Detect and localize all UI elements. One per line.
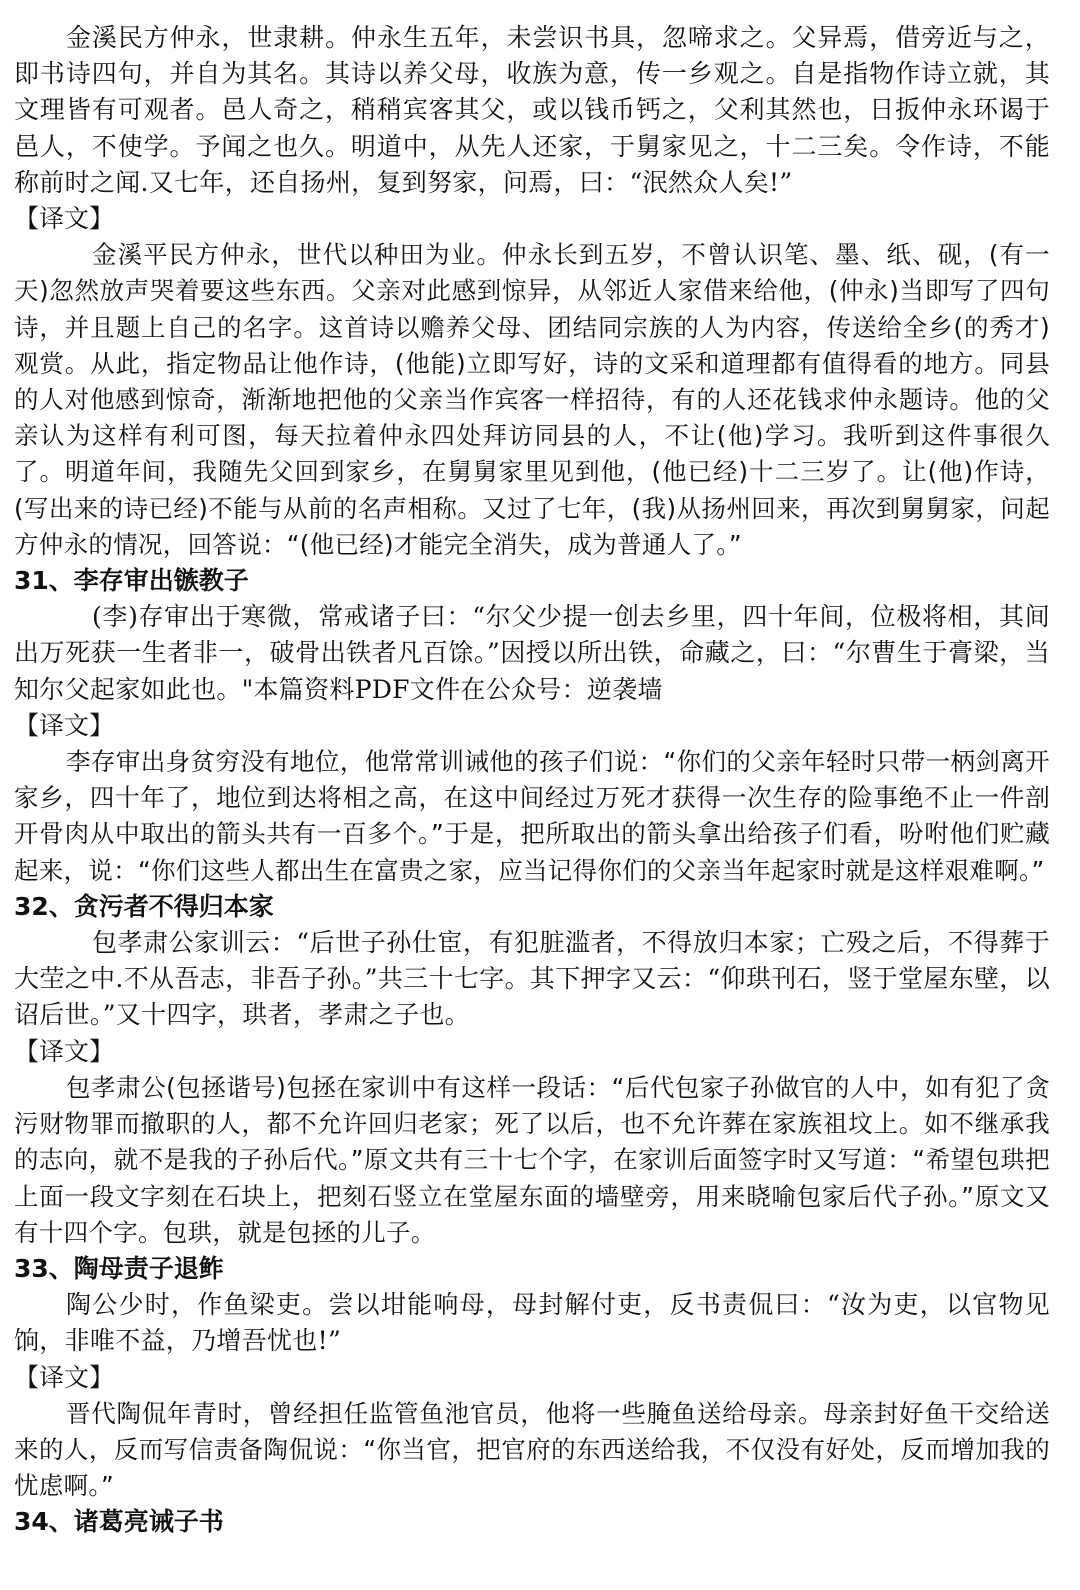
section-heading-33: 33、陶母责子退鲊	[14, 1253, 224, 1283]
section-heading-32: 32、贪污者不得归本家	[14, 891, 274, 921]
translation-label-30: 【译文】	[14, 204, 115, 234]
original-text-30: 金溪民方仲永，世隶耕。仲永生五年，未尝识书具，忽啼求之。父异焉，借旁近与之，即书诗四句，并自为其名。其诗以养父母，收族为意，传一乡观之。自是指物作诗立就，其文理皆有可观者。邑人奇之，稍稍宾客其父，或以钱币钙之，父利其然也，日扳仲永环谒于邑人，不使学。予闻之也久。明道中，从先人还家，于舅家见之，十二三矣。令作诗，不能称前时之闻.又七年，还自扬州，复到努家，问焉，曰：“泯然众人矣!”	[14, 23, 1050, 197]
translation-label-33: 【译文】	[14, 1362, 115, 1392]
section-heading-34: 34、诸葛亮诫子书	[14, 1507, 224, 1537]
translation-text-30: 金溪平民方仲永，世代以种田为业。仲永长到五岁，不曾认识笔、墨、纸、砚，(有一天)忽然放声哭着要这些东西。父亲对此感到惊异，从邻近人家借来给他，(仲永)当即写了四句诗，并且题上自己的名字。这首诗以赡养父母、团结同宗族的人为内容，传送给全乡(的秀才)观赏。从此，指定物品让他作诗，(他能)立即写好，诗的文采和道理都有值得看的地方。同县的人对他感到惊奇，渐渐地把他的父亲当作宾客一样招待，有的人还花钱求仲永题诗。他的父亲认为这样有利可图，每天拉着仲永四处拜访同县的人，不让(他)学习。我听到这件事很久了。明道年间，我随先父回到家乡，在舅舅家里见到他，(他已经)十二三岁了。让(他)作诗，(写出来的诗已经)不能与从前的名声相称。又过了七年，(我)从扬州回来，再次到舅舅家，问起方仲永的情况，回答说：“(他已经)才能完全消失，成为普通人了。”	[14, 240, 1050, 559]
original-text-33: 陶公少时，作鱼梁吏。尝以坩能响母，母封解付吏，反书责侃曰：“汝为吏，以官物见饷，非唯不益，乃增吾忧也!”	[14, 1290, 1050, 1356]
translation-label-31: 【译文】	[14, 710, 115, 740]
original-text-32: 包孝肃公家训云：“后世子孙仕宦，有犯脏滥者，不得放归本家；亡殁之后，不得葬于大茔之中.不从吾志，非吾子孙。”共三十七字。其下押字又云：“仰珙刊石，竖于堂屋东壁，以诏后世。”又十四字，珙者，孝肃之子也。	[14, 928, 1050, 1030]
translation-text-31: 李存审出身贫穷没有地位，他常常训诫他的孩子们说：“你们的父亲年轻时只带一柄剑离开家乡，四十年了，地位到达将相之高，在这中间经过万死才获得一次生存的险事绝不止一件剖开骨肉从中取出的箭头共有一百多个。”于是，把所取出的箭头拿出给孩子们看，吩咐他们贮藏起来，说：“你们这些人都出生在富贵之家，应当记得你们的父亲当年起家时就是这样艰难啊。”	[14, 747, 1050, 885]
translation-label-32: 【译文】	[14, 1036, 115, 1066]
original-text-31: (李)存审出于寒微，常戒诸子曰：“尔父少提一创去乡里，四十年间，位极将相，其间出万死获一生者非一，破骨出铁者凡百馀。”因授以所出铁，命藏之，曰：“尔曹生于膏梁，当知尔父起家如此也。"本篇资料PDF文件在公众号：逆袭墙	[14, 602, 1050, 704]
translation-text-32: 包孝肃公(包拯谐号)包拯在家训中有这样一段话：“后代包家子孙做官的人中，如有犯了贪污财物罪而撤职的人，都不允许回归老家；死了以后，也不允许葬在家族祖坟上。如不继承我的志向，就不是我的子孙后代。”原文共有三十七个字，在家训后面签字时又写道：“希望包珙把上面一段文字刻在石块上，把刻石竖立在堂屋东面的墙壁旁，用来晓喻包家后代子孙。”原文又有十四个字。包珙，就是包拯的儿子。	[14, 1072, 1050, 1247]
section-heading-31: 31、李存审出镞教子	[14, 566, 249, 596]
translation-text-33: 晋代陶侃年青时，曾经担任监管鱼池官员，他将一些腌鱼送给母亲。母亲封好鱼干交给送来的人，反而写信责备陶侃说：“你当官，把官府的东西送给我，不仅没有好处，反而增加我的忧虑啊。”	[14, 1398, 1050, 1501]
